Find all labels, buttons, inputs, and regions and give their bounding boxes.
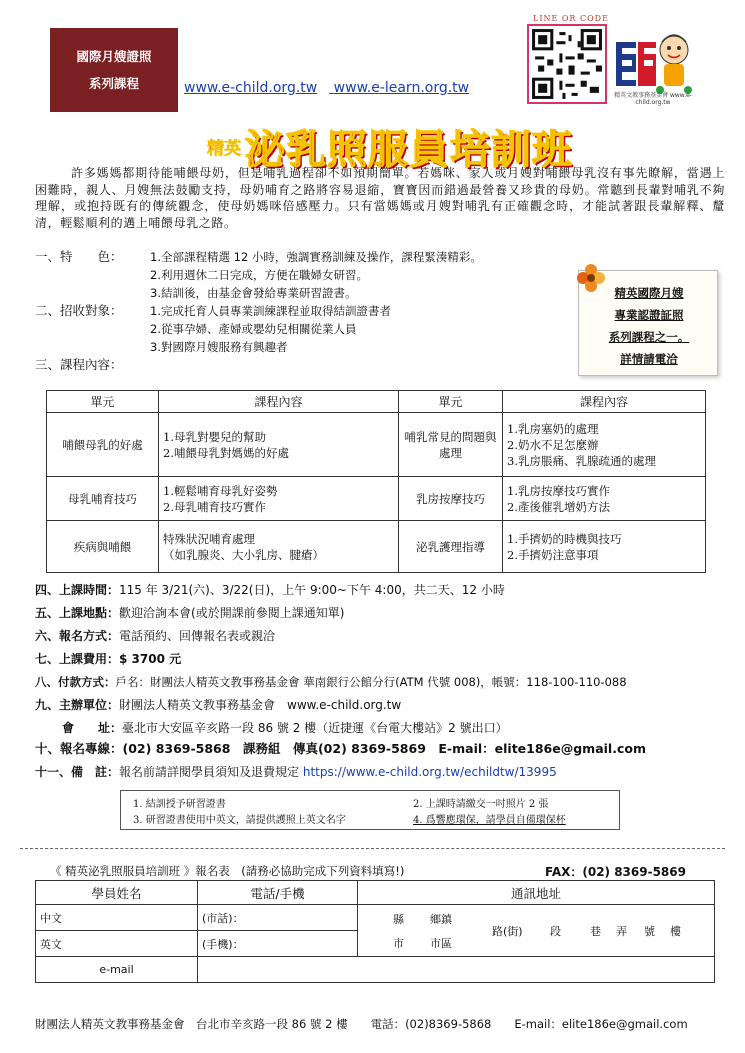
refund-policy-link[interactable]: https://www.e-child.org.tw/echildtw/13995 <box>302 765 557 779</box>
info-hotline: 十、報名專線：(02) 8369-5868 課務組 傳真(02) 8369-5869 E-mail：elite186e@gmail.com <box>35 741 646 756</box>
name-en-field[interactable]: 英文 <box>36 931 198 957</box>
unit-cell: 乳房按摩技巧 <box>399 477 503 521</box>
series-badge <box>50 28 178 112</box>
info-place: 五、上課地點：歡迎洽詢本會(或於開課前參閱上課通知單) <box>35 606 345 620</box>
side-note-line-3: 系列課程之一。 <box>608 330 690 344</box>
content-heading: 三、課程內容： <box>35 357 123 372</box>
side-note-line-2: 專業認證証照 <box>614 308 684 322</box>
notes-box <box>120 790 620 830</box>
title-main: 泌乳照服員培訓班 <box>244 127 573 173</box>
home-phone-field[interactable]: (市話)： <box>198 905 358 931</box>
qr-code-icon <box>527 24 607 104</box>
cut-line <box>20 848 725 849</box>
info-organizer: 九、主辦單位：財團法人精英文教事務基金會 www.e-child.org.tw <box>35 698 402 712</box>
col-address: 通訊地址 <box>358 881 715 905</box>
audience-item-3: 3.對國際月嫂服務有興趣者 <box>150 340 288 354</box>
audience-heading: 二、招收對象： <box>35 303 123 318</box>
content-cell: 1.手擠奶的時機與技巧 2.手擠奶注意事項 <box>503 521 706 573</box>
table-row <box>47 521 706 573</box>
website-links <box>184 80 481 96</box>
series-line2: 系列課程 <box>88 76 139 91</box>
mobile-field[interactable]: (手機)： <box>198 931 358 957</box>
unit-cell: 母乳哺育技巧 <box>47 477 159 521</box>
feature-item-3: 3.結訓後，由基金會發給專業研習證書。 <box>150 286 357 300</box>
note-3: 3. 研習證書使用中英文，請提供護照上英文名字 <box>133 815 346 826</box>
email-field[interactable] <box>198 957 715 983</box>
audience-item-1: 1.完成托育人員專業訓練課程並取得結訓證書者 <box>150 304 391 318</box>
series-line1: 國際月嫂證照 <box>76 49 152 64</box>
flower-decoration-icon <box>573 260 609 296</box>
col-content-1: 課程內容 <box>159 391 399 413</box>
email-label: e-mail <box>36 957 198 983</box>
title-prefix: 精英 <box>207 139 242 159</box>
col-phone: 電話/手機 <box>198 881 358 905</box>
features-heading: 一、特 色： <box>35 249 123 264</box>
url-elearn-link[interactable]: www.e-learn.org.tw <box>333 80 470 96</box>
unit-cell: 疾病與哺餵 <box>47 521 159 573</box>
content-cell: 1.乳房塞奶的處理 2.奶水不足怎麼辦 3.乳房脹痛、乳腺疏通的處理 <box>503 413 706 477</box>
content-cell: 1.輕鬆哺育母乳好姿勢 2.母乳哺育技巧實作 <box>159 477 399 521</box>
unit-cell: 哺餵母乳的好處 <box>47 413 159 477</box>
info-payment: 八、付款方式：戶名：財團法人精英文教事務基金會 華南銀行公館分行(ATM 代號 008)，帳號：118-100-110-088 <box>35 675 627 689</box>
info-time: 四、上課時間：115 年 3/21(六)、3/22(日)，上午 9:00~下午 4:00，共二天、12 小時 <box>35 583 505 597</box>
side-note-line-4: 詳情請電洽 <box>620 352 678 366</box>
info-remark: 十一、備 註：報名前請詳閱學員須知及退費規定 https://www.e-child.org.tw/echildtw/13995 <box>35 765 557 779</box>
col-unit-2: 單元 <box>399 391 503 413</box>
course-table <box>46 390 706 573</box>
intro-paragraph: 許多媽媽都期待能哺餵母奶，但是哺乳過程卻不如預期簡單。若媽咪、家人或月嫂對哺餵母乳沒有事先瞭解，當遇上困難時，親人、月嫂無法鼓勵支持，母奶哺育之路將容易退縮，寶寶因而錯過最營養又珍貴的母奶。常聽到長輩對哺乳不夠理解，或抱持既有的傳統觀念，使母奶媽咪倍感壓力。只有當媽媽或月嫂對哺乳有正確觀念時，才能試著跟長輩解釋、釐清，輕鬆順利的邁上哺餵母乳之路。 <box>35 166 725 230</box>
line-code-label: LINE OR CODE <box>533 14 609 23</box>
col-student-name: 學員姓名 <box>36 881 198 905</box>
table-row <box>47 413 706 477</box>
unit-cell: 哺乳常見的問題與處理 <box>399 413 503 477</box>
note-4: 4. 爲響應環保，請學員自備環保杯 <box>413 815 566 826</box>
col-unit-1: 單元 <box>47 391 159 413</box>
note-2: 2. 上課時請繳交一吋照片 2 張 <box>413 799 549 810</box>
page-title <box>155 118 625 172</box>
audience-item-2: 2.從事孕婦、產婦或嬰幼兒相關從業人員 <box>150 322 357 336</box>
table-row <box>47 477 706 521</box>
feature-item-2: 2.利用週休二日完成，方便在職婦女研習。 <box>150 268 368 282</box>
logo-caption: 精英文教事務基金會 www.e-child.org.tw <box>614 92 692 106</box>
content-cell: 特殊狀況哺育處理 （如乳腺炎、大小乳房、腱瘡） <box>159 521 399 573</box>
side-note-line-1: 精英國際月嫂 <box>614 286 684 300</box>
note-1: 1. 結訓授予研習證書 <box>133 799 226 810</box>
form-fax: FAX：(02) 8369-5869 <box>545 865 686 879</box>
course-table-header <box>47 391 706 413</box>
form-title: 《 精英泌乳照服員培訓班 》報名表 (請務必協助完成下列資料填寫!) <box>50 864 405 878</box>
info-fee: 七、上課費用：$ 3700 元 <box>35 652 182 666</box>
unit-cell: 泌乳護理指導 <box>399 521 503 573</box>
footer-contact: 財團法人精英文教事務基金會 台北市辛亥路一段 86 號 2 樓 電話：(02)8369-5868 E-mail：elite186e@gmail.com <box>35 1017 688 1031</box>
url-echild-link[interactable]: www.e-child.org.tw <box>184 80 318 96</box>
feature-item-1: 1.全部課程精選 12 小時，強調實務訓練及操作，課程緊湊精彩。 <box>150 250 482 264</box>
content-cell: 1.乳房按摩技巧實作 2.產後催乳增奶方法 <box>503 477 706 521</box>
col-content-2: 課程內容 <box>503 391 706 413</box>
info-address: 會 址：臺北市大安區辛亥路一段 86 號 2 樓（近捷運《台電大樓站》2 號出口） <box>62 721 508 735</box>
info-signup: 六、報名方式：電話預約、回傳報名表或親洽 <box>35 629 276 643</box>
content-cell: 1.母乳對嬰兒的幫助 2.哺餵母乳對媽媽的好處 <box>159 413 399 477</box>
registration-form <box>35 880 715 983</box>
name-cn-field[interactable]: 中文 <box>36 905 198 931</box>
address-field[interactable]: 縣 鄉鎮 市 市區 路(街) 段 巷 弄 號 樓 <box>358 905 715 957</box>
